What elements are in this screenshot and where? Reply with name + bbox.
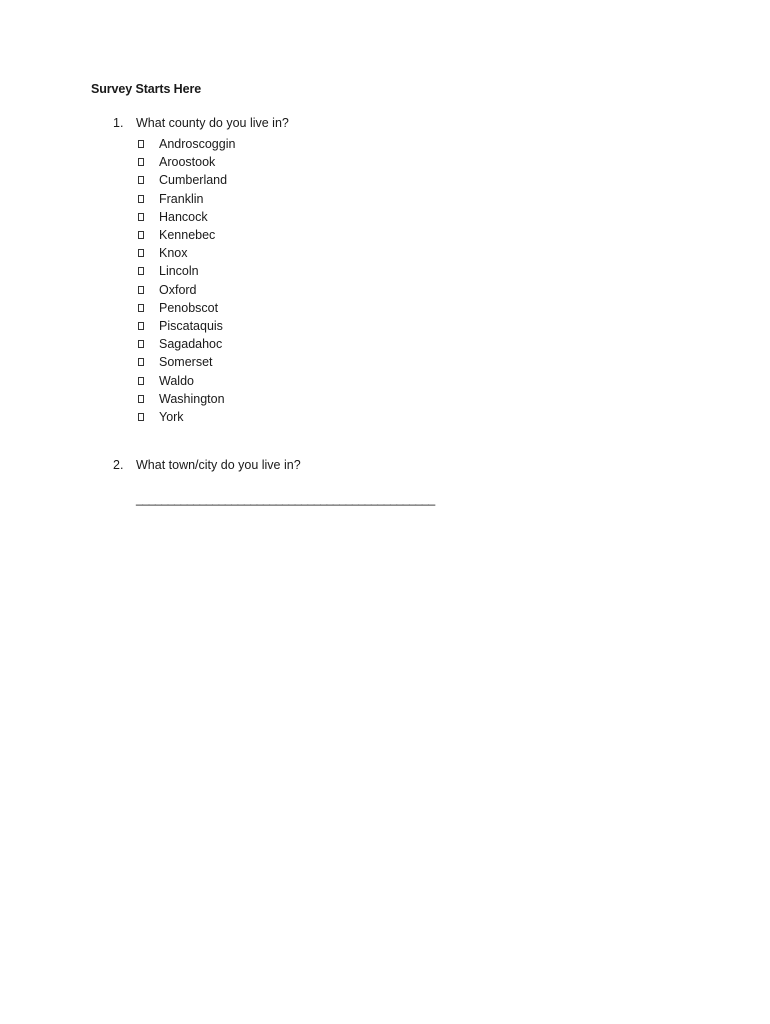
county-option-label: Washington bbox=[159, 391, 225, 406]
county-option[interactable] bbox=[137, 226, 235, 244]
county-option[interactable] bbox=[137, 335, 235, 353]
question-number: 2. bbox=[113, 458, 124, 472]
checkbox-icon[interactable] bbox=[138, 140, 144, 148]
county-option[interactable] bbox=[137, 171, 235, 189]
checkbox-icon[interactable] bbox=[138, 231, 144, 239]
checkbox-icon[interactable] bbox=[138, 358, 144, 366]
county-option[interactable] bbox=[137, 135, 235, 153]
county-option[interactable] bbox=[137, 153, 235, 171]
checkbox-icon[interactable] bbox=[138, 322, 144, 330]
county-option-label: Franklin bbox=[159, 191, 204, 206]
county-option[interactable] bbox=[137, 281, 235, 299]
county-option[interactable] bbox=[137, 408, 235, 426]
checkbox-icon[interactable] bbox=[138, 377, 144, 385]
checkbox-icon[interactable] bbox=[138, 176, 144, 184]
checkbox-icon[interactable] bbox=[138, 267, 144, 275]
county-option[interactable] bbox=[137, 299, 235, 317]
checkbox-icon[interactable] bbox=[138, 304, 144, 312]
county-option[interactable] bbox=[137, 244, 235, 262]
question-text: What county do you live in? bbox=[136, 116, 289, 130]
county-option-label: Piscataquis bbox=[159, 318, 223, 333]
county-option[interactable] bbox=[137, 317, 235, 335]
question-number: 1. bbox=[113, 116, 124, 130]
checkbox-icon[interactable] bbox=[138, 213, 144, 221]
county-option-label: Oxford bbox=[159, 282, 197, 297]
county-option-label: Somerset bbox=[159, 355, 213, 370]
county-option-label: Cumberland bbox=[159, 173, 228, 188]
checkbox-icon[interactable] bbox=[138, 286, 144, 294]
county-option-label: Knox bbox=[159, 246, 188, 261]
county-option-label: Lincoln bbox=[159, 264, 199, 279]
county-option-label: Waldo bbox=[159, 373, 194, 388]
county-option-label: Androscoggin bbox=[159, 137, 236, 152]
question-text: What town/city do you live in? bbox=[136, 458, 301, 472]
county-option[interactable] bbox=[137, 190, 235, 208]
county-option[interactable] bbox=[137, 353, 235, 371]
checkbox-icon[interactable] bbox=[138, 395, 144, 403]
county-option[interactable] bbox=[137, 262, 235, 280]
county-option[interactable] bbox=[137, 371, 235, 389]
checkbox-icon[interactable] bbox=[138, 413, 144, 421]
county-option-label: York bbox=[159, 409, 184, 424]
checkbox-icon[interactable] bbox=[138, 249, 144, 257]
county-option-label: Kennebec bbox=[159, 228, 216, 243]
checkbox-icon[interactable] bbox=[138, 340, 144, 348]
county-option-label: Penobscot bbox=[159, 300, 219, 315]
checkbox-icon[interactable] bbox=[138, 195, 144, 203]
survey-title: Survey Starts Here bbox=[91, 82, 202, 96]
county-option-label: Hancock bbox=[159, 209, 208, 224]
county-option[interactable] bbox=[137, 208, 235, 226]
town-answer-line[interactable]: _______________________________________________ bbox=[136, 492, 435, 506]
county-option-label: Aroostook bbox=[159, 155, 216, 170]
county-option-label: Sagadahoc bbox=[159, 337, 223, 352]
county-option[interactable] bbox=[137, 390, 235, 408]
checkbox-icon[interactable] bbox=[138, 158, 144, 166]
county-options-list bbox=[137, 135, 235, 426]
